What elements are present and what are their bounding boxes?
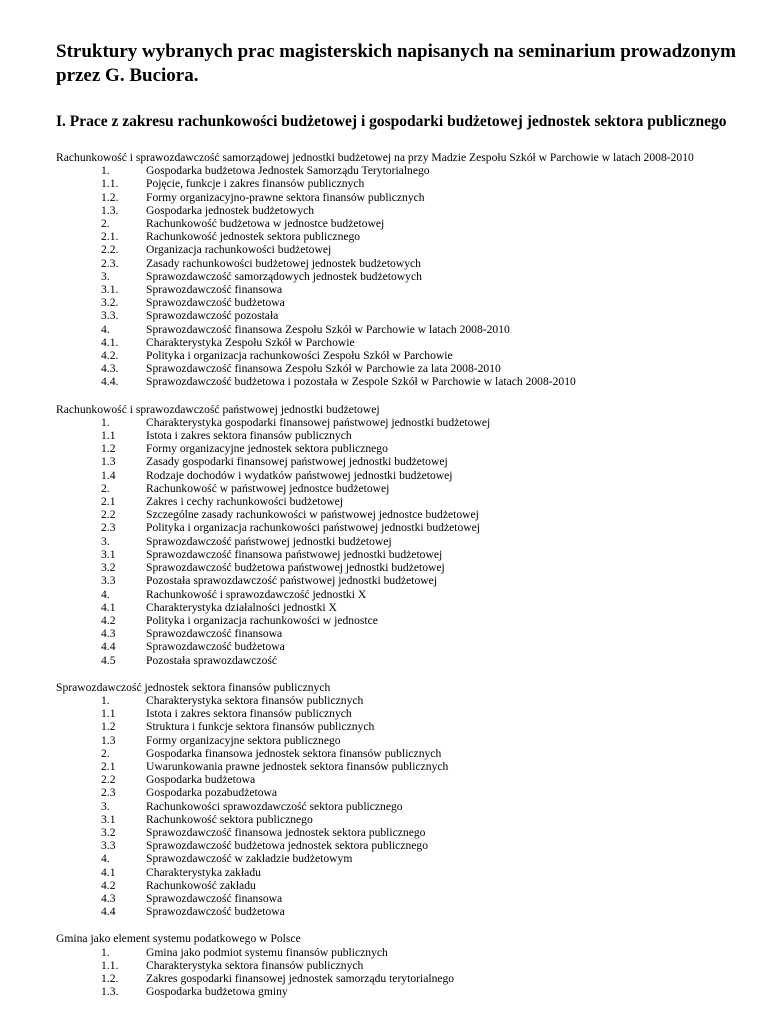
outline-entry	[56, 362, 736, 375]
outline-entry-text: Sprawozdawczość finansowa Zespołu Szkół w Parchowie za lata 2008-2010	[146, 362, 501, 376]
outline-entry-number: 3.	[101, 269, 110, 283]
outline-entry-text: Charakterystyka zakładu	[146, 865, 261, 879]
outline-entry-text: Zasady rachunkowości budżetowej jednostek budżetowych	[146, 256, 421, 270]
thesis-block	[56, 681, 736, 919]
outline-entry	[56, 455, 736, 468]
outline-entry-number: 4.	[101, 322, 110, 336]
outline-entry-number: 2.3.	[101, 256, 119, 270]
outline-entry-text: Formy organizacyjne sektora publicznego	[146, 733, 341, 747]
outline-entry-text: Sprawozdawczość budżetowa jednostek sektora publicznego	[146, 839, 429, 853]
outline-entry-text: Rachunkowość w państwowej jednostce budżetowej	[146, 481, 390, 495]
outline-entry-number: 2.	[101, 217, 110, 231]
outline-entry-number: 2.	[101, 481, 110, 495]
outline-entry	[56, 852, 736, 865]
outline-entry	[56, 429, 736, 442]
outline-entry-number: 2.2.	[101, 243, 119, 257]
outline-entry	[56, 204, 736, 217]
outline-entry-text: Sprawozdawczość finansowa	[146, 627, 283, 641]
outline-entry-text: Rachunkowości sprawozdawczość sektora publicznego	[146, 799, 403, 813]
outline-entry-text: Pozostała sprawozdawczość państwowej jednostki budżetowej	[146, 574, 438, 588]
outline-entry-number: 2.2	[101, 508, 116, 522]
outline-entry-number: 1.	[101, 945, 110, 959]
outline-entry-number: 4.2.	[101, 349, 119, 363]
outline-entry-number: 1.3	[101, 733, 116, 747]
outline-entry	[56, 786, 736, 799]
outline-entry-text: Sprawozdawczość finansowa	[146, 283, 283, 297]
outline-entry-number: 4.4	[101, 640, 116, 654]
outline-entry	[56, 336, 736, 349]
outline-entry	[56, 747, 736, 760]
outline-entry-text: Zasady gospodarki finansowej państwowej jednostki budżetowej	[146, 455, 448, 469]
outline-entry-text: Sprawozdawczość budżetowa	[146, 296, 285, 310]
outline-entry-text: Sprawozdawczość finansowa jednostek sektora publicznego	[146, 825, 426, 839]
outline-entry-number: 1.	[101, 415, 110, 429]
outline-entry-number: 1.3.	[101, 985, 119, 999]
outline-entry-number: 3.3	[101, 574, 116, 588]
outline-entry-number: 4.	[101, 587, 110, 601]
outline-entry	[56, 972, 736, 985]
thesis-block	[56, 403, 736, 667]
outline-entry	[56, 535, 736, 548]
outline-entry-number: 1.2.	[101, 971, 119, 985]
outline-entry-number: 1.1	[101, 429, 116, 443]
outline-entry-text: Sprawozdawczość w zakładzie budżetowym	[146, 852, 353, 866]
outline-entry-text: Gospodarka finansowa jednostek sektora finansów publicznych	[146, 746, 442, 760]
outline-entry-text: Sprawozdawczość państwowej jednostki budżetowej	[146, 534, 392, 548]
outline-entry	[56, 734, 736, 747]
outline-entry-number: 4.3.	[101, 362, 119, 376]
outline-entry-number: 2.1.	[101, 230, 119, 244]
outline-entry	[56, 296, 736, 309]
outline-entry	[56, 309, 736, 322]
outline-entry	[56, 640, 736, 653]
outline-entry	[56, 601, 736, 614]
outline-entry-number: 3.2.	[101, 296, 119, 310]
outline-entry	[56, 879, 736, 892]
outline-entry	[56, 323, 736, 336]
outline-entry-number: 3.1	[101, 547, 116, 561]
outline-entry	[56, 574, 736, 587]
theses-list	[56, 151, 736, 998]
outline-entry-number: 4.2	[101, 878, 116, 892]
outline-entry-text: Pojęcie, funkcje i zakres finansów publicznych	[146, 177, 365, 191]
outline-entry-text: Zakres i cechy rachunkowości budżetowej	[146, 495, 344, 509]
outline-entry-number: 4.2	[101, 613, 116, 627]
outline-entry-number: 2.1	[101, 495, 116, 509]
outline-entry-text: Sprawozdawczość budżetowa państwowej jednostki budżetowej	[146, 561, 445, 575]
thesis-block	[56, 932, 736, 998]
outline-entry	[56, 521, 736, 534]
outline-entry-text: Polityka i organizacja rachunkowości państwowej jednostki budżetowej	[146, 521, 480, 535]
outline-entry-number: 2.2	[101, 773, 116, 787]
outline-entry	[56, 164, 736, 177]
thesis-title: Rachunkowość i sprawozdawczość państwowej jednostki budżetowej	[56, 402, 380, 416]
outline-entry	[56, 654, 736, 667]
outline-entry	[56, 442, 736, 455]
thesis-title: Sprawozdawczość jednostek sektora finansów publicznych	[56, 680, 331, 694]
outline-entry-text: Charakterystyka sektora finansów publicznych	[146, 693, 364, 707]
outline-entry-number: 3.2	[101, 825, 116, 839]
outline-entry	[56, 839, 736, 852]
outline-entry-number: 4.1	[101, 865, 116, 879]
outline-entry-text: Rachunkowość jednostek sektora publicznego	[146, 230, 361, 244]
outline-entry-number: 3.3	[101, 839, 116, 853]
outline-entry	[56, 561, 736, 574]
outline-entry-text: Istota i zakres sektora finansów publicznych	[146, 707, 352, 721]
outline-entry-text: Struktura i funkcje sektora finansów publicznych	[146, 720, 375, 734]
document-title: Struktury wybranych prac magisterskich napisanych na seminarium prowadzonym przez G. Buciora.	[56, 41, 737, 86]
section-title: I. Prace z zakresu rachunkowości budżetowej i gospodarki budżetowej jednostek sektora publicznego	[56, 113, 727, 130]
outline-entry	[56, 905, 736, 918]
outline-entry-text: Gospodarka budżetowa Jednostek Samorządu Terytorialnego	[146, 164, 430, 178]
outline-entry-number: 1.2	[101, 442, 116, 456]
outline-entry-text: Zakres gospodarki finansowej jednostek samorządu terytorialnego	[146, 971, 455, 985]
outline-entry-text: Rachunkowość budżetowa w jednostce budżetowej	[146, 217, 385, 231]
thesis-title: Gmina jako element systemu podatkowego w Polsce	[56, 932, 301, 946]
outline-entry-number: 3.	[101, 534, 110, 548]
outline-entry-number: 1.	[101, 693, 110, 707]
outline-entry-text: Rodzaje dochodów i wydatków państwowej jednostki budżetowej	[146, 468, 453, 482]
outline-entry-text: Sprawozdawczość budżetowa	[146, 640, 285, 654]
outline-entry-text: Gospodarka budżetowa gminy	[146, 985, 288, 999]
outline-entry	[56, 813, 736, 826]
outline-entry	[56, 283, 736, 296]
outline-entry	[56, 694, 736, 707]
outline-entry-text: Sprawozdawczość budżetowa i pozostała w Zespole Szkół w Parchowie w latach 2008-2010	[146, 375, 576, 389]
outline-entry-text: Gospodarka budżetowa	[146, 773, 256, 787]
outline-entry-text: Pozostała sprawozdawczość	[146, 653, 278, 667]
outline-entry-number: 2.	[101, 746, 110, 760]
outline-entry-number: 1.2.	[101, 190, 119, 204]
outline-entry	[56, 866, 736, 879]
outline-entry	[56, 946, 736, 959]
outline-entry-number: 1.1.	[101, 177, 119, 191]
outline-entry	[56, 826, 736, 839]
outline-entry	[56, 588, 736, 601]
outline-entry	[56, 177, 736, 190]
outline-entry	[56, 243, 736, 256]
outline-entry	[56, 508, 736, 521]
outline-entry-number: 4.3	[101, 627, 116, 641]
outline-entry-number: 1.	[101, 164, 110, 178]
outline-entry	[56, 375, 736, 388]
outline-entry	[56, 892, 736, 905]
outline-entry-text: Sprawozdawczość pozostała	[146, 309, 279, 323]
outline-entry-text: Charakterystyka Zespołu Szkół w Parchowie	[146, 335, 355, 349]
thesis-block	[56, 151, 736, 389]
outline-entry	[56, 614, 736, 627]
outline-entry-number: 4.1	[101, 600, 116, 614]
outline-entry-number: 4.	[101, 852, 110, 866]
outline-entry	[56, 230, 736, 243]
outline-entry-text: Charakterystyka gospodarki finansowej państwowej jednostki budżetowej	[146, 415, 491, 429]
outline-entry-number: 4.3	[101, 891, 116, 905]
outline-entry-number: 2.1	[101, 759, 116, 773]
outline-entry-text: Istota i zakres sektora finansów publicznych	[146, 429, 352, 443]
outline-entry-number: 4.1.	[101, 335, 119, 349]
outline-entry-text: Formy organizacyjne jednostek sektora publicznego	[146, 442, 388, 456]
outline-entry-number: 3.	[101, 799, 110, 813]
outline-entry-text: Rachunkowość i sprawozdawczość jednostki X	[146, 587, 367, 601]
outline-entry-text: Sprawozdawczość budżetowa	[146, 905, 285, 919]
outline-entry-text: Formy organizacyjno-prawne sektora finansów publicznych	[146, 190, 425, 204]
outline-entry-text: Uwarunkowania prawne jednostek sektora finansów publicznych	[146, 759, 449, 773]
outline-entry-text: Szczególne zasady rachunkowości w państwowej jednostce budżetowej	[146, 508, 479, 522]
outline-entry-number: 1.3	[101, 455, 116, 469]
outline-entry	[56, 800, 736, 813]
outline-entry-number: 1.3.	[101, 203, 119, 217]
outline-entry-number: 3.1	[101, 812, 116, 826]
outline-entry-number: 3.3.	[101, 309, 119, 323]
outline-entry-text: Sprawozdawczość samorządowych jednostek budżetowych	[146, 269, 422, 283]
outline-entry	[56, 270, 736, 283]
document-page	[56, 40, 736, 1012]
outline-entry-number: 1.4	[101, 468, 116, 482]
outline-entry	[56, 416, 736, 429]
outline-entry	[56, 773, 736, 786]
outline-entry-number: 2.3	[101, 521, 116, 535]
outline-entry-number: 4.5	[101, 653, 116, 667]
outline-entry-text: Sprawozdawczość finansowa Zespołu Szkół w Parchowie w latach 2008-2010	[146, 322, 510, 336]
outline-entry-text: Charakterystyka sektora finansów publicznych	[146, 958, 364, 972]
outline-entry	[56, 720, 736, 733]
outline-entry	[56, 548, 736, 561]
outline-entry	[56, 627, 736, 640]
outline-entry	[56, 707, 736, 720]
outline-entry-text: Gospodarka jednostek budżetowych	[146, 203, 315, 217]
outline-entry-text: Sprawozdawczość finansowa	[146, 891, 283, 905]
outline-entry-number: 1.2	[101, 720, 116, 734]
outline-entry	[56, 217, 736, 230]
outline-entry-text: Polityka i organizacja rachunkowości Zespołu Szkół w Parchowie	[146, 349, 453, 363]
outline-entry-number: 1.1.	[101, 958, 119, 972]
outline-entry	[56, 469, 736, 482]
outline-entry-number: 2.3	[101, 786, 116, 800]
outline-entry-text: Rachunkowość zakładu	[146, 878, 256, 892]
outline-entry	[56, 760, 736, 773]
outline-entry-text: Gospodarka pozabudżetowa	[146, 786, 278, 800]
outline-entry-number: 4.4	[101, 905, 116, 919]
outline-entry-text: Charakterystyka działalności jednostki X	[146, 600, 337, 614]
outline-entry-number: 1.1	[101, 707, 116, 721]
outline-entry	[56, 191, 736, 204]
outline-entry	[56, 482, 736, 495]
outline-entry	[56, 959, 736, 972]
outline-entry	[56, 495, 736, 508]
outline-entry-number: 3.2	[101, 561, 116, 575]
outline-entry-text: Rachunkowość sektora publicznego	[146, 812, 313, 826]
outline-entry-text: Gmina jako podmiot systemu finansów publicznych	[146, 945, 388, 959]
outline-entry	[56, 985, 736, 998]
outline-entry	[56, 349, 736, 362]
outline-entry-text: Organizacja rachunkowości budżetowej	[146, 243, 332, 257]
outline-entry-text: Sprawozdawczość finansowa państwowej jednostki budżetowej	[146, 547, 443, 561]
outline-entry-number: 3.1.	[101, 283, 119, 297]
outline-entry-text: Polityka i organizacja rachunkowości w jednostce	[146, 613, 378, 627]
outline-entry-number: 4.4.	[101, 375, 119, 389]
outline-entry	[56, 257, 736, 270]
thesis-title: Rachunkowość i sprawozdawczość samorządowej jednostki budżetowej na przy Madzie Zespołu Szkół w Parchowie w latach 2008-2010	[56, 151, 694, 164]
